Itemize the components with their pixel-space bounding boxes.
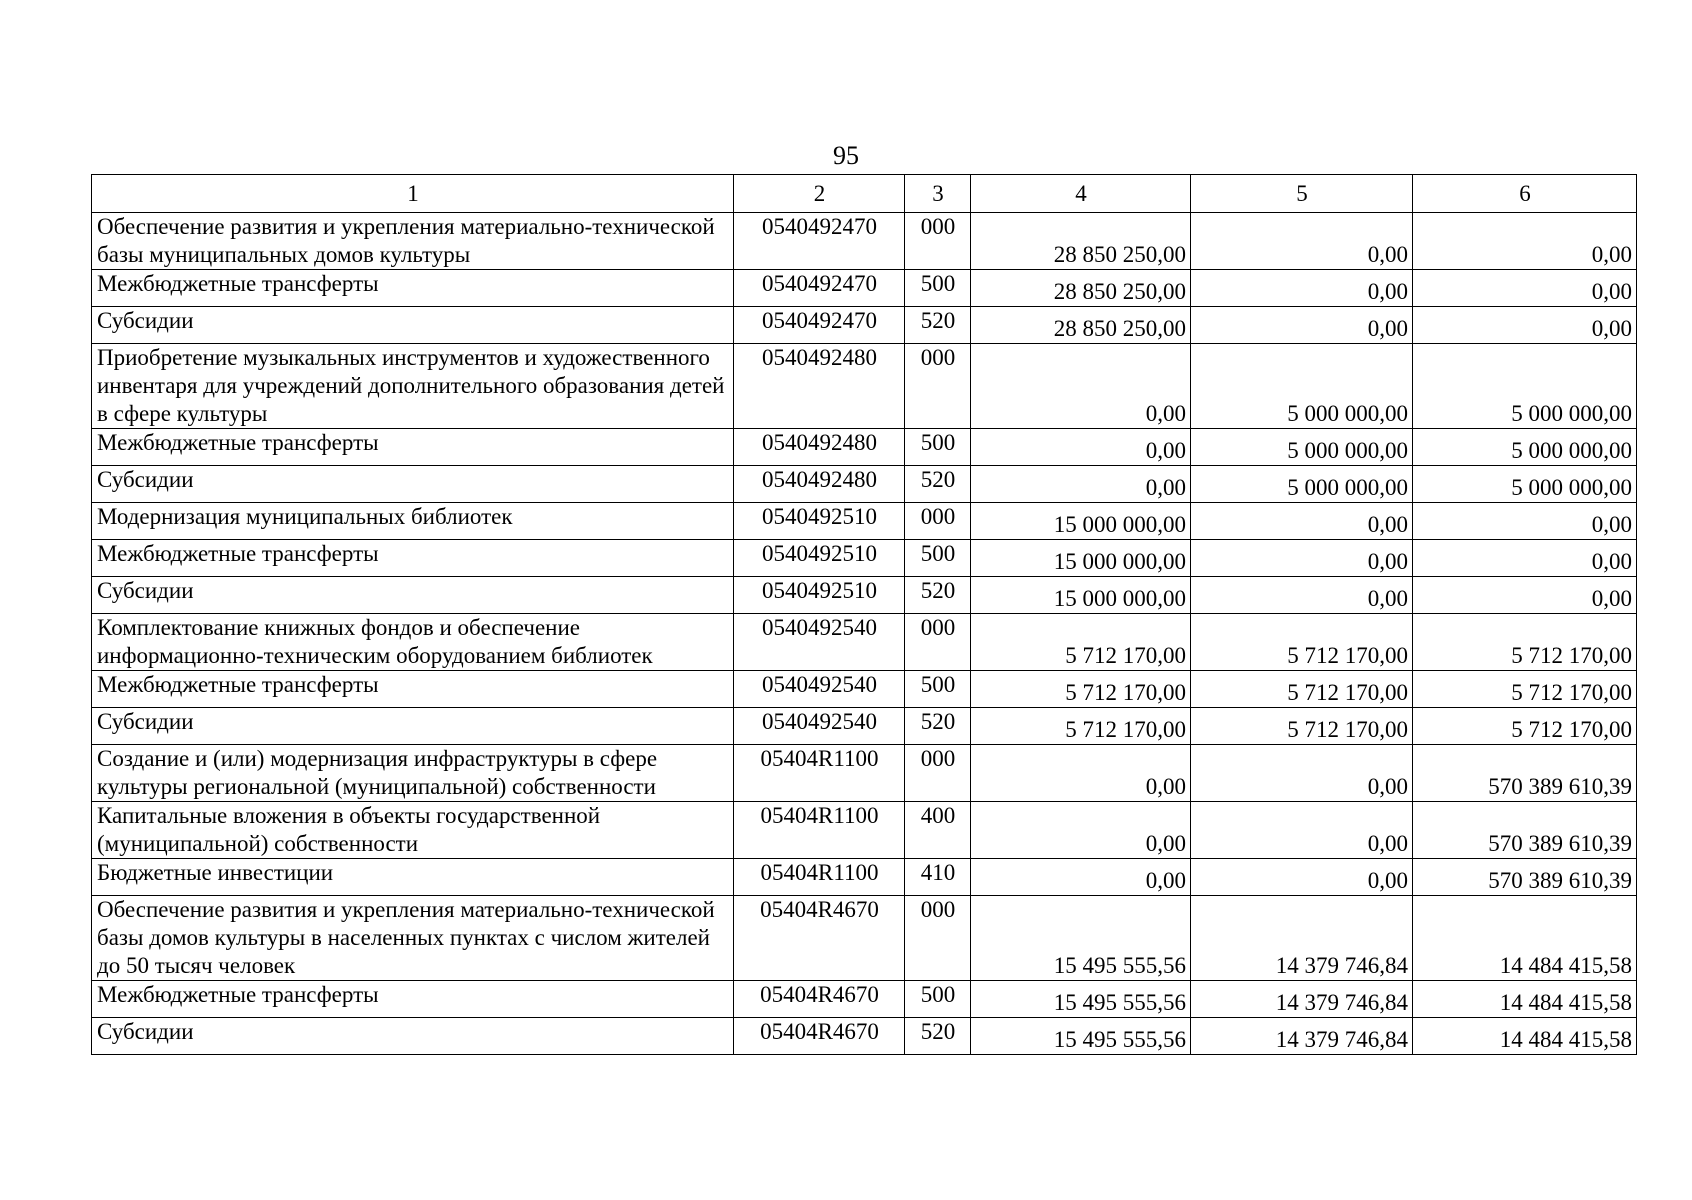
amount-col6-cell: 0,00 bbox=[1413, 307, 1637, 344]
target-code-cell: 0540492470 bbox=[734, 270, 905, 307]
table-row bbox=[92, 213, 1637, 270]
expense-type-cell: 520 bbox=[905, 466, 971, 503]
amount-col4-cell: 0,00 bbox=[971, 344, 1191, 429]
row-name-cell: Субсидии bbox=[92, 307, 734, 344]
table-row bbox=[92, 745, 1637, 802]
amount-col5-cell: 0,00 bbox=[1191, 802, 1413, 859]
target-code-cell: 0540492510 bbox=[734, 503, 905, 540]
table-row bbox=[92, 671, 1637, 708]
table-row bbox=[92, 859, 1637, 896]
amount-col6-cell: 0,00 bbox=[1413, 540, 1637, 577]
table-row bbox=[92, 503, 1637, 540]
row-name-cell: Модернизация муниципальных библиотек bbox=[92, 503, 734, 540]
expense-type-cell: 000 bbox=[905, 213, 971, 270]
amount-col4-cell: 0,00 bbox=[971, 859, 1191, 896]
table-row bbox=[92, 1018, 1637, 1055]
expense-type-cell: 500 bbox=[905, 981, 971, 1018]
amount-col6-cell: 5 000 000,00 bbox=[1413, 344, 1637, 429]
amount-col6-cell: 0,00 bbox=[1413, 213, 1637, 270]
table-row bbox=[92, 270, 1637, 307]
amount-col6-cell: 5 000 000,00 bbox=[1413, 429, 1637, 466]
amount-col4-cell: 15 495 555,56 bbox=[971, 896, 1191, 981]
expense-type-cell: 000 bbox=[905, 896, 971, 981]
expense-type-cell: 500 bbox=[905, 671, 971, 708]
row-name-cell: Межбюджетные трансферты bbox=[92, 540, 734, 577]
target-code-cell: 05404R1100 bbox=[734, 859, 905, 896]
amount-col5-cell: 0,00 bbox=[1191, 213, 1413, 270]
amount-col5-cell: 0,00 bbox=[1191, 577, 1413, 614]
row-name-cell: Субсидии bbox=[92, 577, 734, 614]
target-code-cell: 0540492510 bbox=[734, 577, 905, 614]
amount-col5-cell: 5 712 170,00 bbox=[1191, 614, 1413, 671]
amount-col5-cell: 5 712 170,00 bbox=[1191, 708, 1413, 745]
amount-col4-cell: 28 850 250,00 bbox=[971, 213, 1191, 270]
table-row bbox=[92, 896, 1637, 981]
row-name-cell: Комплектование книжных фондов и обеспечение информационно-техническим оборудованием библиотек bbox=[92, 614, 734, 671]
amount-col5-cell: 5 000 000,00 bbox=[1191, 429, 1413, 466]
amount-col5-cell: 5 000 000,00 bbox=[1191, 466, 1413, 503]
amount-col4-cell: 15 000 000,00 bbox=[971, 577, 1191, 614]
amount-col5-cell: 0,00 bbox=[1191, 503, 1413, 540]
amount-col6-cell: 570 389 610,39 bbox=[1413, 802, 1637, 859]
amount-col4-cell: 15 000 000,00 bbox=[971, 540, 1191, 577]
target-code-cell: 0540492470 bbox=[734, 307, 905, 344]
target-code-cell: 0540492510 bbox=[734, 540, 905, 577]
target-code-cell: 05404R1100 bbox=[734, 745, 905, 802]
amount-col5-cell: 0,00 bbox=[1191, 859, 1413, 896]
table-row bbox=[92, 802, 1637, 859]
amount-col4-cell: 15 495 555,56 bbox=[971, 1018, 1191, 1055]
amount-col5-cell: 5 000 000,00 bbox=[1191, 344, 1413, 429]
table-body bbox=[92, 213, 1637, 1055]
table-row bbox=[92, 307, 1637, 344]
target-code-cell: 0540492540 bbox=[734, 671, 905, 708]
target-code-cell: 05404R4670 bbox=[734, 896, 905, 981]
row-name-cell: Межбюджетные трансферты bbox=[92, 270, 734, 307]
row-name-cell: Межбюджетные трансферты bbox=[92, 429, 734, 466]
column-header-6: 6 bbox=[1413, 175, 1637, 213]
amount-col4-cell: 15 000 000,00 bbox=[971, 503, 1191, 540]
amount-col6-cell: 14 484 415,58 bbox=[1413, 896, 1637, 981]
expense-type-cell: 500 bbox=[905, 429, 971, 466]
amount-col6-cell: 5 712 170,00 bbox=[1413, 671, 1637, 708]
table-row bbox=[92, 577, 1637, 614]
amount-col6-cell: 5 712 170,00 bbox=[1413, 614, 1637, 671]
amount-col6-cell: 0,00 bbox=[1413, 270, 1637, 307]
amount-col4-cell: 0,00 bbox=[971, 429, 1191, 466]
column-header-4: 4 bbox=[971, 175, 1191, 213]
row-name-cell: Межбюджетные трансферты bbox=[92, 671, 734, 708]
expense-type-cell: 000 bbox=[905, 614, 971, 671]
amount-col6-cell: 0,00 bbox=[1413, 577, 1637, 614]
amount-col4-cell: 28 850 250,00 bbox=[971, 270, 1191, 307]
expense-type-cell: 520 bbox=[905, 307, 971, 344]
amount-col5-cell: 0,00 bbox=[1191, 307, 1413, 344]
column-header-2: 2 bbox=[734, 175, 905, 213]
column-header-3: 3 bbox=[905, 175, 971, 213]
target-code-cell: 0540492470 bbox=[734, 213, 905, 270]
row-name-cell: Субсидии bbox=[92, 1018, 734, 1055]
amount-col5-cell: 14 379 746,84 bbox=[1191, 981, 1413, 1018]
budget-table bbox=[91, 174, 1637, 1055]
expense-type-cell: 000 bbox=[905, 344, 971, 429]
row-name-cell: Обеспечение развития и укрепления материально-технической базы муниципальных домов культуры bbox=[92, 213, 734, 270]
table-row bbox=[92, 708, 1637, 745]
row-name-cell: Приобретение музыкальных инструментов и художественного инвентаря для учреждений дополнительного образования детей в сфере культуры bbox=[92, 344, 734, 429]
table-row bbox=[92, 466, 1637, 503]
row-name-cell: Создание и (или) модернизация инфраструктуры в сфере культуры региональной (муниципальной) собственности bbox=[92, 745, 734, 802]
amount-col6-cell: 5 712 170,00 bbox=[1413, 708, 1637, 745]
column-header-1: 1 bbox=[92, 175, 734, 213]
table-row bbox=[92, 614, 1637, 671]
expense-type-cell: 520 bbox=[905, 708, 971, 745]
row-name-cell: Субсидии bbox=[92, 708, 734, 745]
amount-col6-cell: 14 484 415,58 bbox=[1413, 981, 1637, 1018]
amount-col5-cell: 14 379 746,84 bbox=[1191, 1018, 1413, 1055]
table-row bbox=[92, 981, 1637, 1018]
target-code-cell: 0540492540 bbox=[734, 708, 905, 745]
target-code-cell: 05404R4670 bbox=[734, 1018, 905, 1055]
expense-type-cell: 520 bbox=[905, 577, 971, 614]
amount-col5-cell: 14 379 746,84 bbox=[1191, 896, 1413, 981]
table-row bbox=[92, 540, 1637, 577]
row-name-cell: Капитальные вложения в объекты государственной (муниципальной) собственности bbox=[92, 802, 734, 859]
amount-col5-cell: 5 712 170,00 bbox=[1191, 671, 1413, 708]
column-header-5: 5 bbox=[1191, 175, 1413, 213]
amount-col4-cell: 0,00 bbox=[971, 466, 1191, 503]
amount-col4-cell: 28 850 250,00 bbox=[971, 307, 1191, 344]
amount-col6-cell: 570 389 610,39 bbox=[1413, 859, 1637, 896]
expense-type-cell: 410 bbox=[905, 859, 971, 896]
amount-col4-cell: 0,00 bbox=[971, 745, 1191, 802]
page-number: 95 bbox=[833, 141, 859, 170]
table-row bbox=[92, 429, 1637, 466]
column-number-row bbox=[92, 175, 1637, 213]
amount-col5-cell: 0,00 bbox=[1191, 270, 1413, 307]
amount-col5-cell: 0,00 bbox=[1191, 745, 1413, 802]
table-row bbox=[92, 344, 1637, 429]
row-name-cell: Межбюджетные трансферты bbox=[92, 981, 734, 1018]
row-name-cell: Обеспечение развития и укрепления материально-технической базы домов культуры в населенных пунктах с числом жителей до 50 тысяч человек bbox=[92, 896, 734, 981]
amount-col4-cell: 5 712 170,00 bbox=[971, 708, 1191, 745]
expense-type-cell: 000 bbox=[905, 745, 971, 802]
target-code-cell: 0540492480 bbox=[734, 466, 905, 503]
target-code-cell: 0540492480 bbox=[734, 429, 905, 466]
amount-col4-cell: 5 712 170,00 bbox=[971, 614, 1191, 671]
expense-type-cell: 520 bbox=[905, 1018, 971, 1055]
amount-col6-cell: 14 484 415,58 bbox=[1413, 1018, 1637, 1055]
row-name-cell: Субсидии bbox=[92, 466, 734, 503]
amount-col6-cell: 5 000 000,00 bbox=[1413, 466, 1637, 503]
expense-type-cell: 400 bbox=[905, 802, 971, 859]
amount-col4-cell: 0,00 bbox=[971, 802, 1191, 859]
expense-type-cell: 000 bbox=[905, 503, 971, 540]
target-code-cell: 05404R1100 bbox=[734, 802, 905, 859]
expense-type-cell: 500 bbox=[905, 270, 971, 307]
row-name-cell: Бюджетные инвестиции bbox=[92, 859, 734, 896]
amount-col6-cell: 570 389 610,39 bbox=[1413, 745, 1637, 802]
expense-type-cell: 500 bbox=[905, 540, 971, 577]
amount-col6-cell: 0,00 bbox=[1413, 503, 1637, 540]
target-code-cell: 05404R4670 bbox=[734, 981, 905, 1018]
amount-col4-cell: 5 712 170,00 bbox=[971, 671, 1191, 708]
amount-col5-cell: 0,00 bbox=[1191, 540, 1413, 577]
amount-col4-cell: 15 495 555,56 bbox=[971, 981, 1191, 1018]
target-code-cell: 0540492540 bbox=[734, 614, 905, 671]
target-code-cell: 0540492480 bbox=[734, 344, 905, 429]
